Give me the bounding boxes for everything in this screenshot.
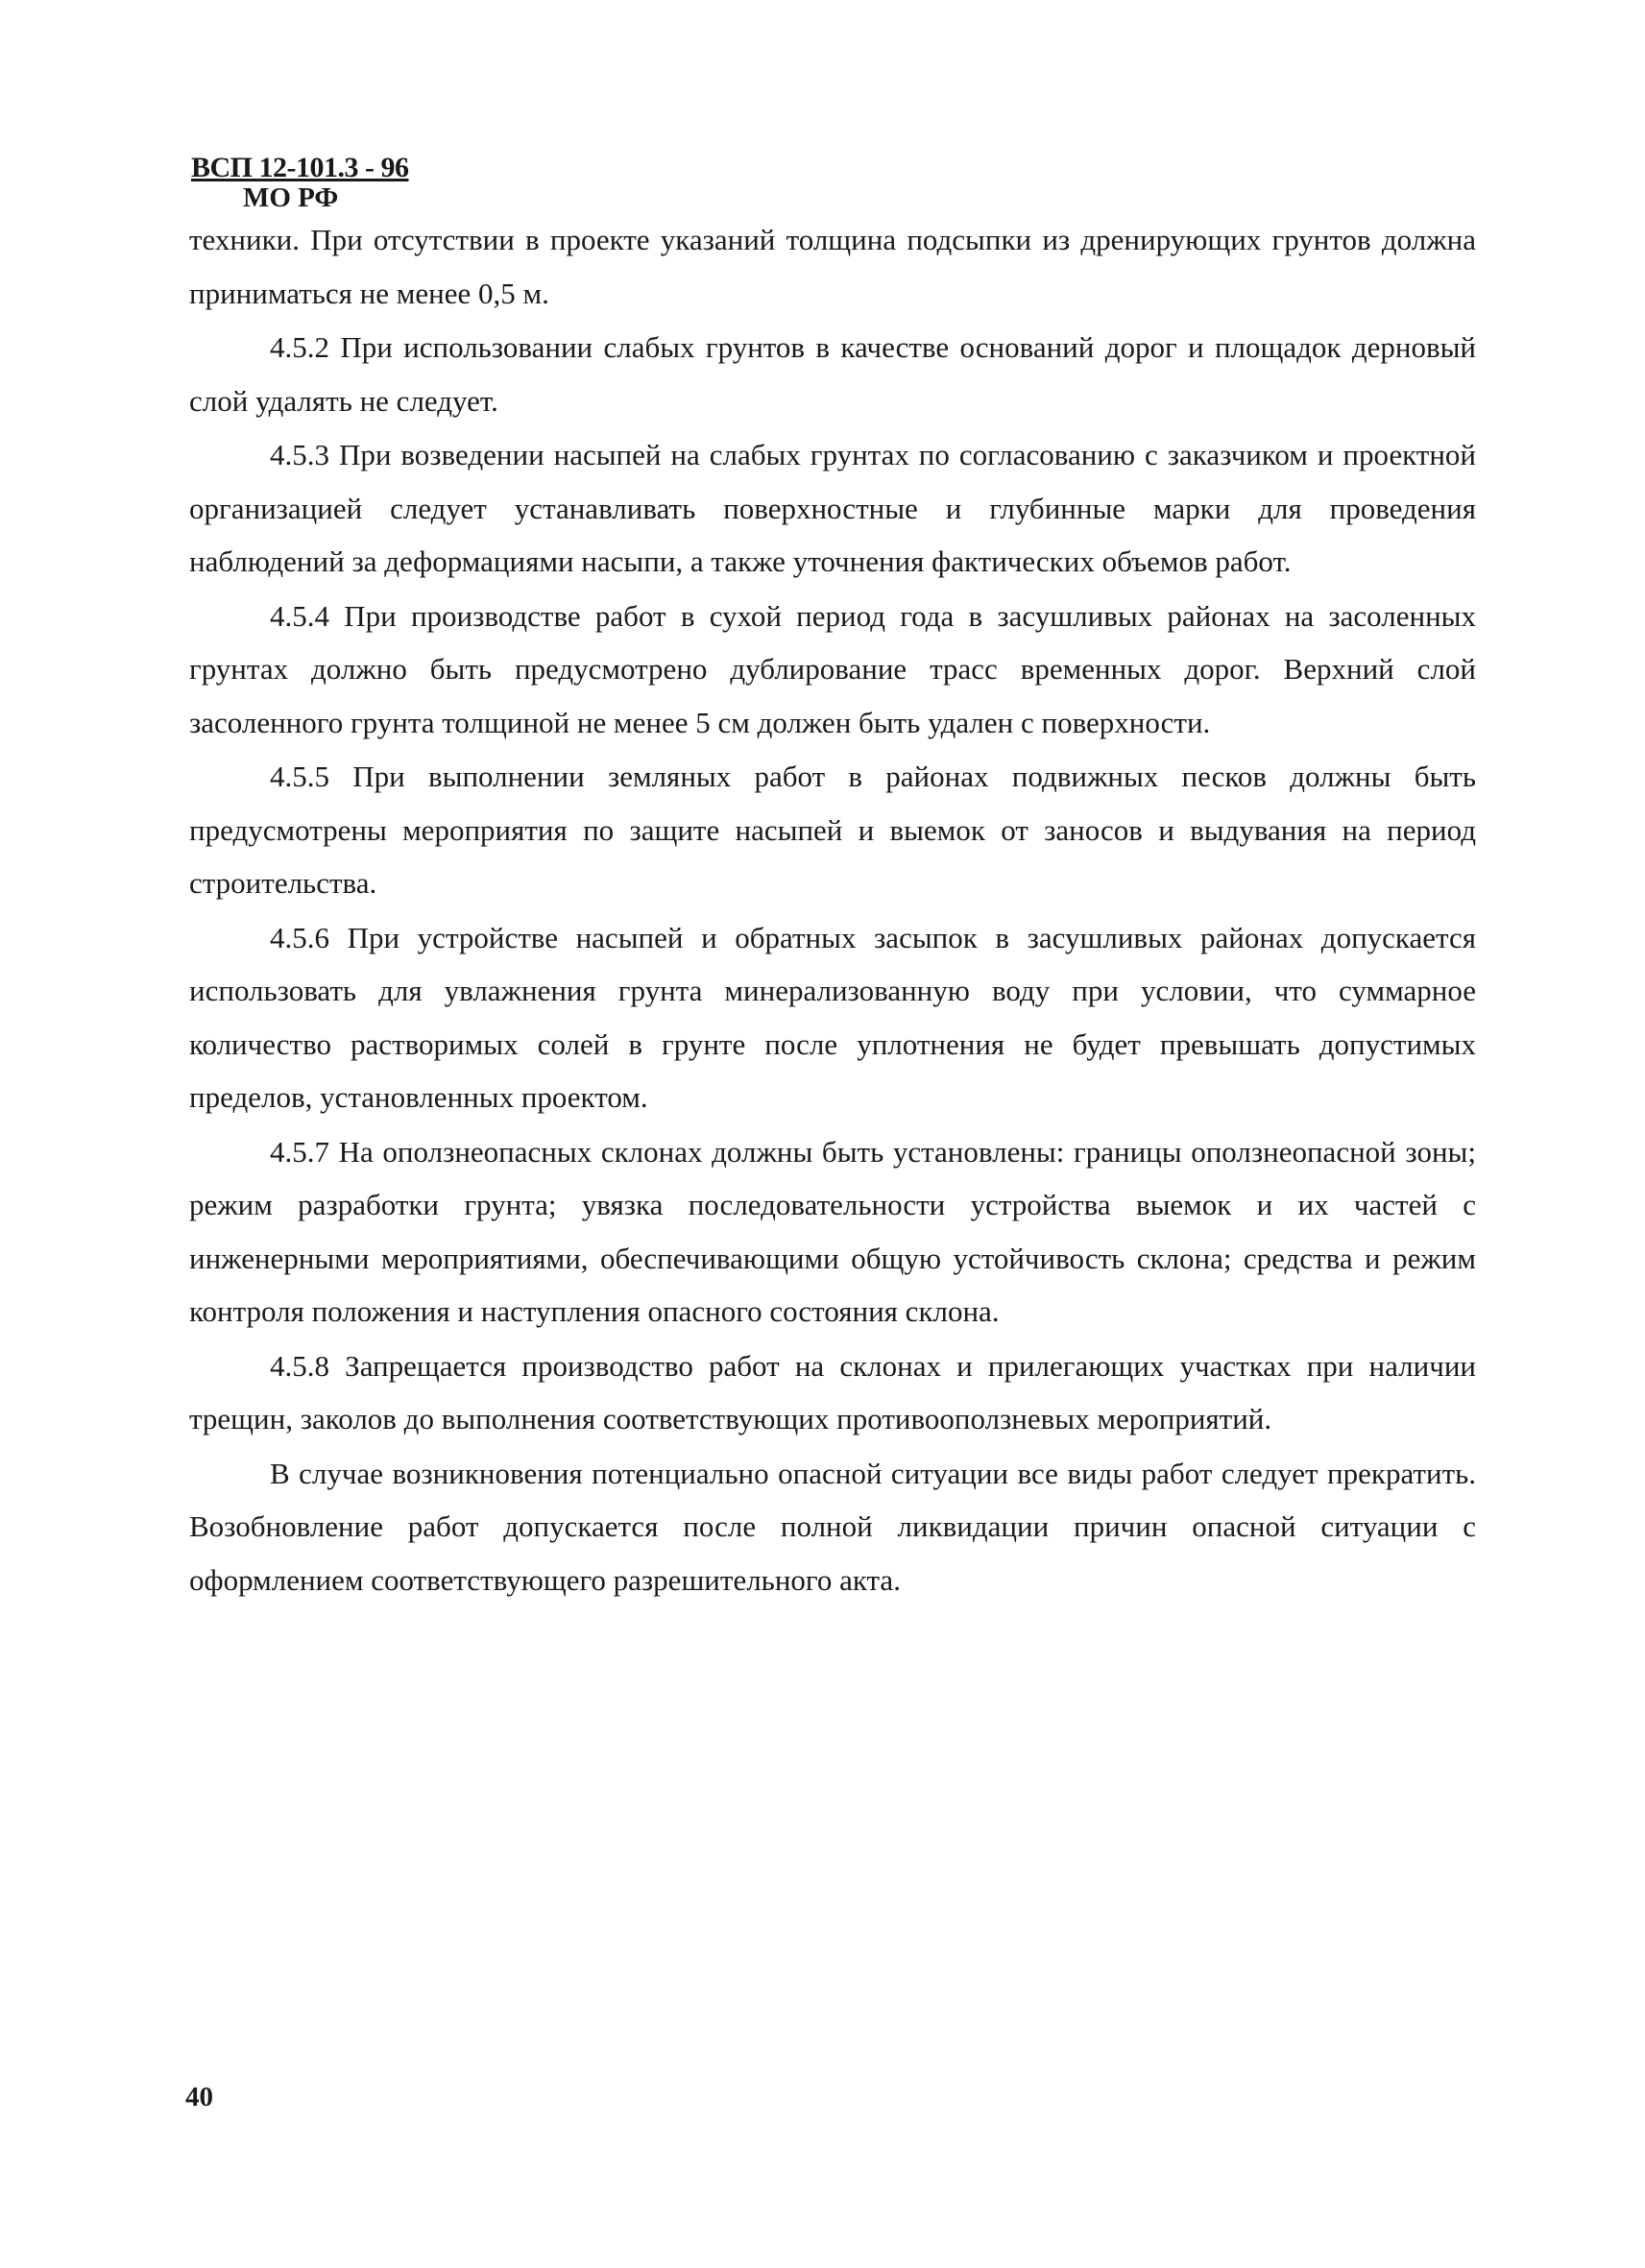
paragraph-hazard-note: В случае возникновения потенциально опасной ситуации все виды работ следует прекратить. Возобновление работ допускается после полной ликвидации причин опасной ситуации с оформлением соответствующего разрешительного акта. bbox=[189, 1456, 1476, 1597]
organization-label: МО РФ bbox=[243, 182, 339, 213]
document-code: ВСП 12-101.3 - 96 bbox=[191, 152, 409, 183]
paragraph-4-5-8: 4.5.8 Запрещается производство работ на склонах и прилегающих участках при наличии трещин, заколов до выполнения соответствующих противооползневых мероприятий. bbox=[189, 1348, 1476, 1436]
paragraph-continuation: техники. При отсутствии в проекте указаний толщина подсыпки из дренирующих грунтов должна приниматься не менее 0,5 м. bbox=[189, 223, 1476, 310]
paragraph-4-5-6: 4.5.6 При устройстве насыпей и обратных засыпок в засушливых районах допускается использовать для увлажнения грунта минерализованную воду при условии, что суммарное количество растворимых солей в грунте после уплотнения не будет превышать допустимых пределов, установленных проектом. bbox=[189, 920, 1476, 1114]
paragraph-4-5-7: 4.5.7 На оползнеопасных склонах должны быть установлены: границы оползнеопасной зоны; режим разработки грунта; увязка последовательности устройства выемок и их частей с инженерными мероприятиями, обеспечивающими общую устойчивость склона; средства и режим контроля положения и наступления опасного состояния склона. bbox=[189, 1134, 1476, 1328]
body-text bbox=[189, 213, 1476, 1607]
paragraph-4-5-5: 4.5.5 При выполнении земляных работ в районах подвижных песков должны быть предусмотрены мероприятия по защите насыпей и выемок от заносов и выдувания на период строительства. bbox=[189, 760, 1476, 900]
paragraph-4-5-3: 4.5.3 При возведении насыпей на слабых грунтах по согласованию с заказчиком и проектной организацией следует устанавливать поверхностные и глубинные марки для проведения наблюдений за деформациями насыпи, а также уточнения фактических объемов работ. bbox=[189, 438, 1476, 578]
page-number: 40 bbox=[185, 2082, 213, 2112]
page-header bbox=[191, 154, 409, 212]
paragraph-4-5-4: 4.5.4 При производстве работ в сухой период года в засушливых районах на засоленных грунтах должно быть предусмотрено дублирование трасс временных дорог. Верхний слой засоленного грунта толщиной не менее 5 см должен быть удален с поверхности. bbox=[189, 598, 1476, 739]
paragraph-4-5-2: 4.5.2 При использовании слабых грунтов в качестве оснований дорог и площадок дерновый слой удалять не следует. bbox=[189, 330, 1476, 418]
